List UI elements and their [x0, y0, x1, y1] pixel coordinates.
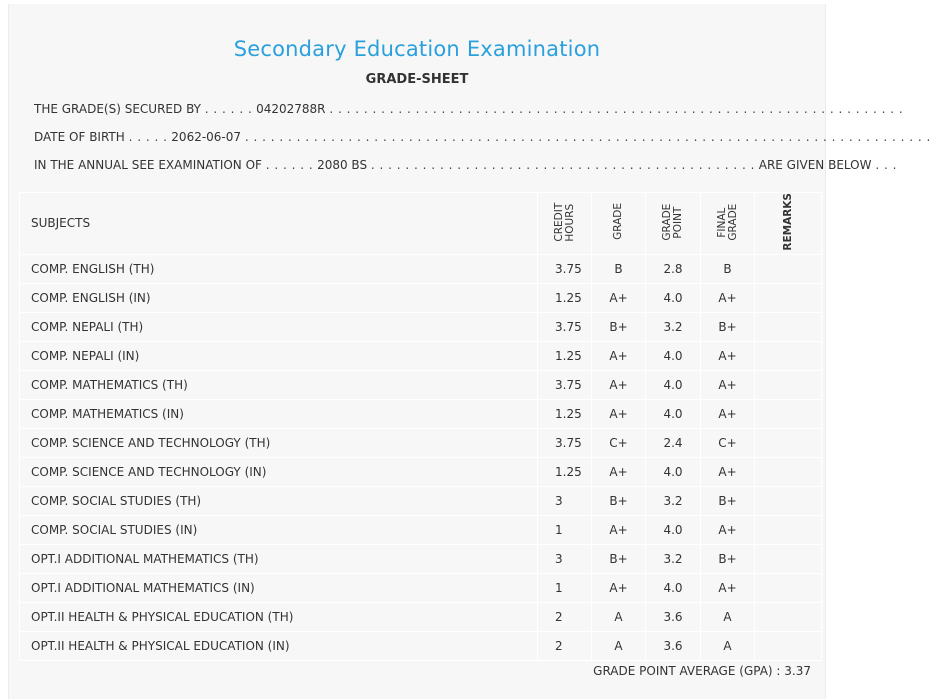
- grade-cell: B+: [592, 312, 646, 341]
- credit-hours-cell: 1.25: [538, 341, 592, 370]
- subject-cell: COMP. MATHEMATICS (TH): [20, 370, 538, 399]
- grade-point-cell: 3.6: [646, 631, 701, 660]
- grade-sheet: [8, 4, 931, 699]
- grade-point-cell: 4.0: [646, 283, 701, 312]
- dob-value: 2062-06-07: [171, 130, 242, 144]
- grade-cell: A+: [592, 399, 646, 428]
- grade-cell: A+: [592, 457, 646, 486]
- gpa-label: GRADE POINT AVERAGE (GPA) :: [593, 664, 781, 678]
- symbol-number: 04202788R: [256, 102, 326, 116]
- header-grade-label: GRADE: [612, 203, 624, 241]
- remarks-cell: [755, 428, 822, 457]
- header-grade-point-label: GRADE POINT: [661, 203, 684, 241]
- remarks-cell: [755, 283, 822, 312]
- table-row: [20, 312, 822, 341]
- grade-cell: A+: [592, 370, 646, 399]
- final-grade-cell: B+: [701, 544, 755, 573]
- table-row: [20, 254, 822, 283]
- header-final-grade: [701, 193, 755, 255]
- grade-point-cell: 4.0: [646, 370, 701, 399]
- table-row: [20, 399, 822, 428]
- grade-point-cell: 4.0: [646, 399, 701, 428]
- grade-point-cell: 3.2: [646, 544, 701, 573]
- credit-hours-cell: 3.75: [538, 254, 592, 283]
- subject-cell: OPT.II HEALTH & PHYSICAL EDUCATION (IN): [20, 631, 538, 660]
- secured-by-label: THE GRADE(S) SECURED BY: [34, 102, 201, 116]
- exam-year: 2080 BS: [317, 158, 368, 172]
- table-row: [20, 631, 822, 660]
- header-credit-hours-label: CREDIT HOURS: [552, 202, 576, 242]
- subject-cell: OPT.I ADDITIONAL MATHEMATICS (TH): [20, 544, 538, 573]
- table-row: [20, 515, 822, 544]
- grade-cell: B+: [592, 544, 646, 573]
- table-row: [20, 544, 822, 573]
- remarks-cell: [755, 341, 822, 370]
- credit-hours-cell: 2: [538, 631, 592, 660]
- info-exam: [34, 158, 897, 172]
- final-grade-cell: A+: [701, 370, 755, 399]
- final-grade-cell: B+: [701, 312, 755, 341]
- remarks-cell: [755, 631, 822, 660]
- remarks-cell: [755, 399, 822, 428]
- grades-table-body: [20, 254, 822, 660]
- credit-hours-cell: 3: [538, 486, 592, 515]
- credit-hours-cell: 1.25: [538, 283, 592, 312]
- final-grade-cell: A+: [701, 573, 755, 602]
- remarks-cell: [755, 457, 822, 486]
- grade-point-cell: 4.0: [646, 573, 701, 602]
- grade-point-cell: 3.2: [646, 486, 701, 515]
- grade-point-cell: 4.0: [646, 341, 701, 370]
- subject-cell: COMP. ENGLISH (TH): [20, 254, 538, 283]
- subject-cell: COMP. SOCIAL STUDIES (IN): [20, 515, 538, 544]
- exam-label: IN THE ANNUAL SEE EXAMINATION OF: [34, 158, 262, 172]
- subject-cell: COMP. MATHEMATICS (IN): [20, 399, 538, 428]
- final-grade-cell: C+: [701, 428, 755, 457]
- subject-cell: COMP. SCIENCE AND TECHNOLOGY (IN): [20, 457, 538, 486]
- page-subtitle: GRADE-SHEET: [365, 72, 469, 87]
- remarks-cell: [755, 486, 822, 515]
- final-grade-cell: B+: [701, 486, 755, 515]
- page-title: Secondary Education Examination: [233, 37, 601, 61]
- credit-hours-cell: 3.75: [538, 312, 592, 341]
- table-row: [20, 428, 822, 457]
- header-grade-point: [646, 193, 701, 255]
- remarks-cell: [755, 544, 822, 573]
- final-grade-cell: A+: [701, 515, 755, 544]
- remarks-cell: [755, 515, 822, 544]
- final-grade-cell: A: [701, 602, 755, 631]
- info-date-of-birth: [34, 130, 931, 144]
- final-grade-cell: A+: [701, 457, 755, 486]
- grade-point-cell: 4.0: [646, 515, 701, 544]
- grade-cell: A+: [592, 515, 646, 544]
- dot-leader: . . . . .: [128, 130, 168, 144]
- final-grade-cell: B: [701, 254, 755, 283]
- grade-point-cell: 2.8: [646, 254, 701, 283]
- table-row: [20, 341, 822, 370]
- subject-cell: COMP. SOCIAL STUDIES (TH): [20, 486, 538, 515]
- remarks-cell: [755, 312, 822, 341]
- grade-cell: B: [592, 254, 646, 283]
- credit-hours-cell: 3.75: [538, 370, 592, 399]
- table-row: [20, 370, 822, 399]
- dot-leader: . . . . . . . . . . . . . . . . . . . . . . . . . . . . . . . . . . . . . . . . . . . . .: [370, 158, 755, 172]
- header-subjects: SUBJECTS: [20, 193, 538, 255]
- gpa-value: 3.37: [784, 664, 811, 678]
- credit-hours-cell: 2: [538, 602, 592, 631]
- subject-cell: OPT.II HEALTH & PHYSICAL EDUCATION (TH): [20, 602, 538, 631]
- credit-hours-cell: 1.25: [538, 457, 592, 486]
- dob-label: DATE OF BIRTH: [34, 130, 125, 144]
- credit-hours-cell: 3: [538, 544, 592, 573]
- subject-cell: OPT.I ADDITIONAL MATHEMATICS (IN): [20, 573, 538, 602]
- grade-cell: A+: [592, 341, 646, 370]
- subject-cell: COMP. ENGLISH (IN): [20, 283, 538, 312]
- table-row: [20, 283, 822, 312]
- header-grade: [592, 193, 646, 255]
- table-row: [20, 457, 822, 486]
- grade-point-cell: 2.4: [646, 428, 701, 457]
- grade-cell: B+: [592, 486, 646, 515]
- table-row: [20, 486, 822, 515]
- table-header-row: [20, 193, 822, 255]
- grade-cell: A+: [592, 283, 646, 312]
- subject-cell: COMP. NEPALI (IN): [20, 341, 538, 370]
- info-secured-by: [34, 102, 903, 116]
- grade-cell: A+: [592, 573, 646, 602]
- gpa-summary: [593, 664, 811, 678]
- credit-hours-cell: 1: [538, 573, 592, 602]
- grade-cell: A: [592, 631, 646, 660]
- dot-leader: . . . . . . . . . . . . . . . . . . . . . . . . . . . . . . . . . . . . . . . . . . . . . . . . . . . . . . . . . . . . . . . . . . . . . . . . . . . . . . . .: [244, 130, 931, 144]
- grade-point-cell: 3.2: [646, 312, 701, 341]
- subject-cell: COMP. NEPALI (TH): [20, 312, 538, 341]
- dot-leader: . . . . . .: [204, 102, 253, 116]
- header-final-grade-label: FINAL GRADE: [715, 203, 739, 241]
- header-remarks: [755, 193, 822, 255]
- final-grade-cell: A+: [701, 399, 755, 428]
- subject-cell: COMP. SCIENCE AND TECHNOLOGY (TH): [20, 428, 538, 457]
- grade-cell: C+: [592, 428, 646, 457]
- grade-point-cell: 4.0: [646, 457, 701, 486]
- grade-cell: A: [592, 602, 646, 631]
- grades-table: [19, 192, 822, 661]
- dot-leader: . . . . . . . . . . . . . . . . . . . . . . . . . . . . . . . . . . . . . . . . . . . . . . . . . . . . . . . . . . . . . . . . . . .: [329, 102, 904, 116]
- remarks-cell: [755, 573, 822, 602]
- remarks-cell: [755, 254, 822, 283]
- table-row: [20, 602, 822, 631]
- header-remarks-label: REMARKS: [781, 193, 794, 251]
- final-grade-cell: A+: [701, 283, 755, 312]
- credit-hours-cell: 1: [538, 515, 592, 544]
- dot-leader: . . . . . .: [265, 158, 314, 172]
- credit-hours-cell: 3.75: [538, 428, 592, 457]
- header-credit-hours: [538, 193, 592, 255]
- credit-hours-cell: 1.25: [538, 399, 592, 428]
- dot-leader: . . .: [875, 158, 897, 172]
- remarks-cell: [755, 602, 822, 631]
- table-row: [20, 573, 822, 602]
- final-grade-cell: A+: [701, 341, 755, 370]
- grade-point-cell: 3.6: [646, 602, 701, 631]
- remarks-cell: [755, 370, 822, 399]
- final-grade-cell: A: [701, 631, 755, 660]
- exam-suffix: ARE GIVEN BELOW: [758, 158, 872, 172]
